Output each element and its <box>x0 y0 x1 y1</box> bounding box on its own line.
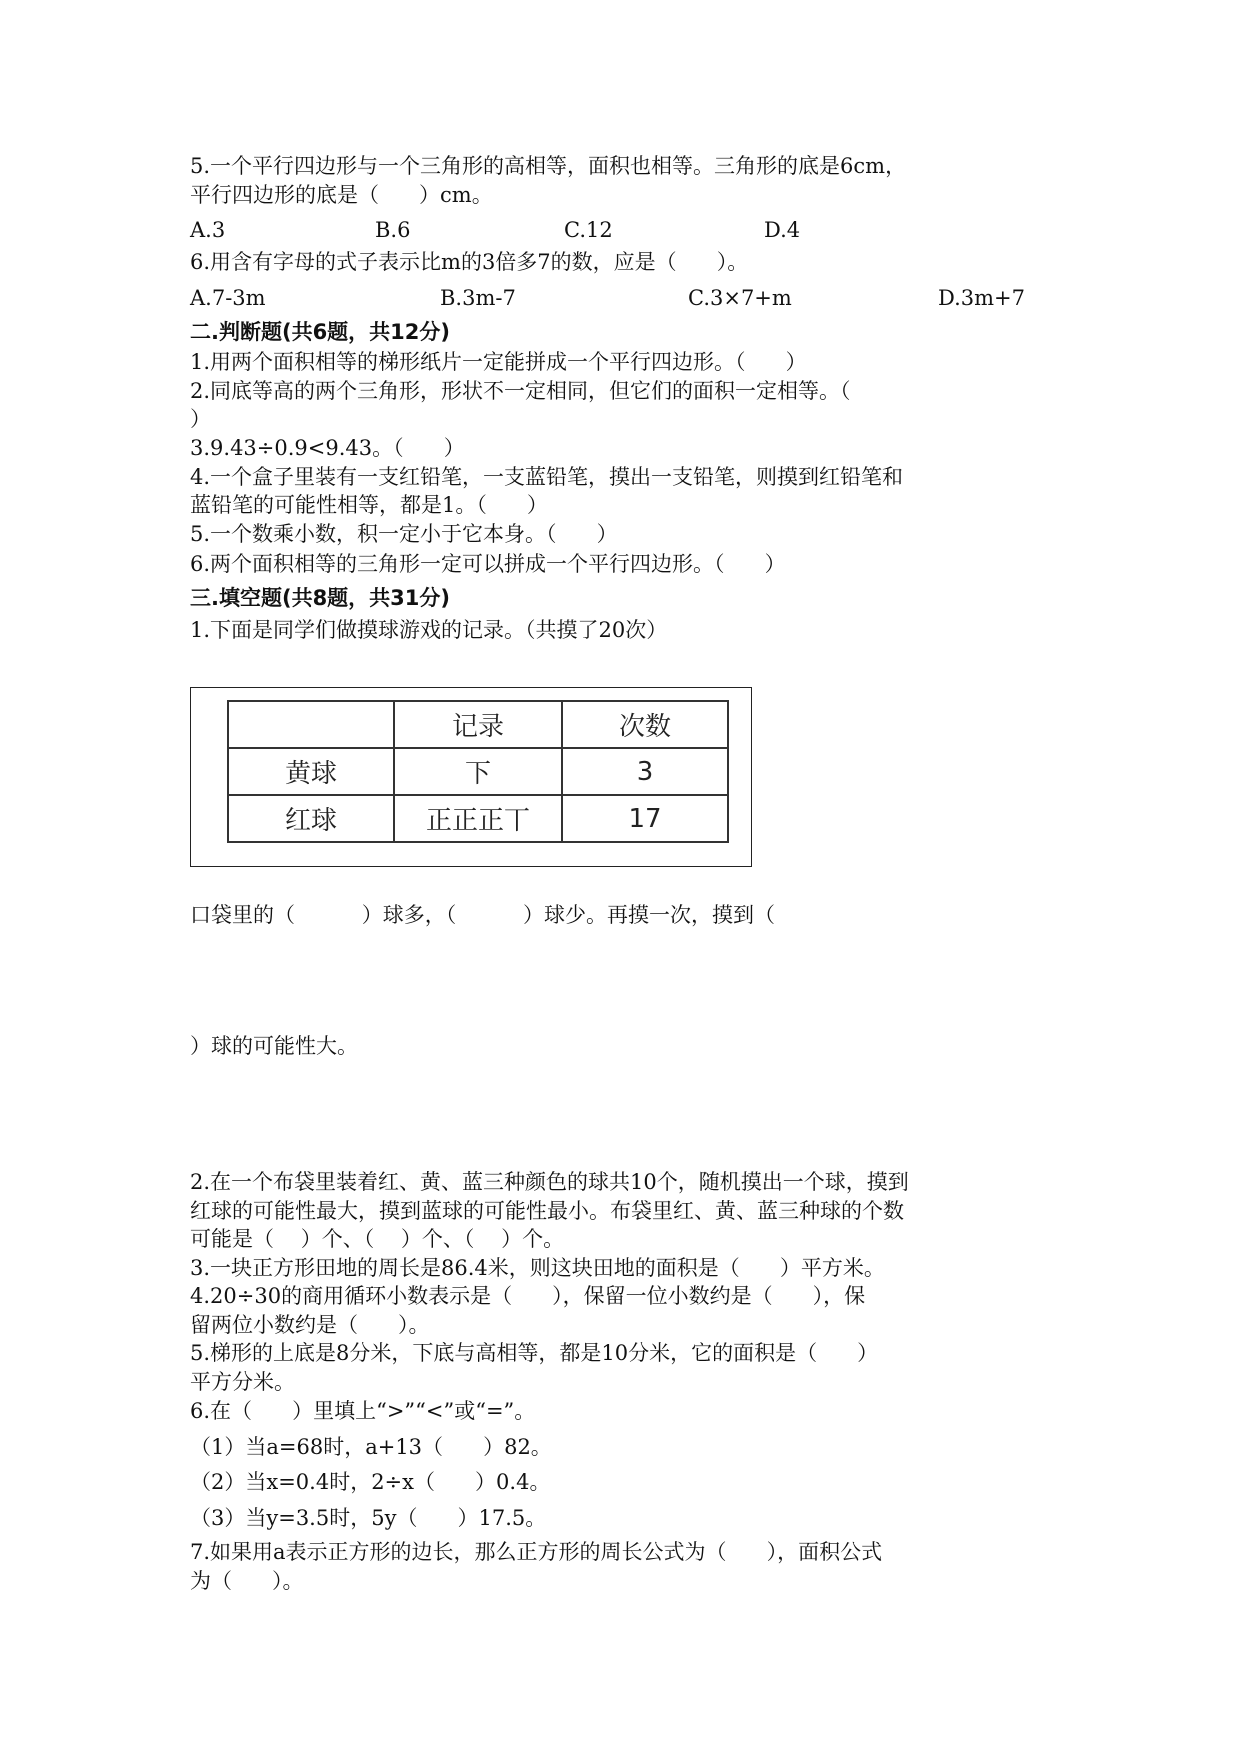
section-heading: 三.填空题(共8题，共31分) <box>190 586 451 610</box>
table-cell: 下 <box>394 748 562 795</box>
table-cell: 3 <box>562 748 728 795</box>
question-5-line-1: 5.一个平行四边形与一个三角形的高相等，面积也相等。三角形的底是6cm， <box>190 154 907 178</box>
fill-question-7-line-1: 7.如果用a表示正方形的边长，那么正方形的周长公式为（ ），面积公式 <box>190 1540 883 1564</box>
table-header: 记录 <box>394 701 562 748</box>
judge-question-3: 3.9.43÷0.9<9.43。（ ） <box>190 436 465 460</box>
table-cell <box>228 701 394 748</box>
fill-question-4-line-1: 4.20÷30的商用循环小数表示是（ ），保留一位小数约是（ ），保 <box>190 1284 866 1308</box>
fill-question-4-line-2: 留两位小数约是（ ）。 <box>190 1313 430 1337</box>
fill-question-5-line-1: 5.梯形的上底是8分米，下底与高相等，都是10分米，它的面积是（ ） <box>190 1341 879 1365</box>
fill-question-6: 6.在（ ）里填上“>”“<”或“=”。 <box>190 1399 536 1423</box>
judge-question-5: 5.一个数乘小数，积一定小于它本身。（ ） <box>190 522 618 546</box>
fill-question-1-blanks-line-1: 口袋里的（ ）球多，（ ）球少。再摸一次，摸到（ <box>190 903 776 927</box>
judge-question-4-line-2: 蓝铅笔的可能性相等，都是1。（ ） <box>190 493 548 517</box>
judge-question-2-line-1: 2.同底等高的两个三角形，形状不一定相同，但它们的面积一定相等。（ <box>190 379 851 403</box>
table-row <box>228 795 728 842</box>
fill-question-7-line-2: 为（ ）。 <box>190 1569 304 1593</box>
fill-question-1: 1.下面是同学们做摸球游戏的记录。（共摸了20次） <box>190 618 668 642</box>
table-header: 次数 <box>562 701 728 748</box>
option-a: A.7-3m <box>190 286 266 310</box>
table-row <box>228 701 728 748</box>
question-5-line-2: 平行四边形的底是（ ）cm。 <box>190 183 493 207</box>
option-b: B.3m-7 <box>440 286 516 310</box>
table-cell: 正正正丅 <box>394 795 562 842</box>
fill-question-2-line-1: 2.在一个布袋里装着红、黄、蓝三种颜色的球共10个，随机摸出一个球，摸到 <box>190 1170 909 1194</box>
fill-question-2-line-2: 红球的可能性最大，摸到蓝球的可能性最小。布袋里红、黄、蓝三种球的个数 <box>190 1199 904 1223</box>
record-table <box>227 700 729 843</box>
option-d: D.4 <box>764 218 801 242</box>
table-cell: 黄球 <box>228 748 394 795</box>
fill-question-5-line-2: 平方分米。 <box>190 1370 295 1394</box>
option-c: C.12 <box>564 218 613 242</box>
fill-question-3: 3.一块正方形田地的周长是86.4米，则这块田地的面积是（ ）平方米。 <box>190 1256 885 1280</box>
section-heading: 二.判断题(共6题，共12分) <box>190 320 451 344</box>
fill-question-2-line-3: 可能是（ ）个、（ ）个、（ ）个。 <box>190 1227 565 1251</box>
option-d: D.3m+7 <box>938 286 1025 310</box>
fill-question-6-part-1: （1）当a=68时，a+13（ ）82。 <box>190 1435 552 1459</box>
question-6: 6.用含有字母的式子表示比m的3倍多7的数，应是（ ）。 <box>190 250 749 274</box>
table-cell: 17 <box>562 795 728 842</box>
option-c: C.3×7+m <box>688 286 792 310</box>
fill-question-1-blanks-line-2: ）球的可能性大。 <box>190 1034 358 1058</box>
table-row <box>228 748 728 795</box>
option-a: A.3 <box>190 218 226 242</box>
judge-question-4-line-1: 4.一个盒子里装有一支红铅笔，一支蓝铅笔，摸出一支铅笔，则摸到红铅笔和 <box>190 465 904 489</box>
fill-question-6-part-3: （3）当y=3.5时，5y（ ）17.5。 <box>190 1506 547 1530</box>
judge-question-2-line-2: ） <box>190 407 211 431</box>
judge-question-6: 6.两个面积相等的三角形一定可以拼成一个平行四边形。（ ） <box>190 552 786 576</box>
table-cell: 红球 <box>228 795 394 842</box>
option-b: B.6 <box>375 218 411 242</box>
fill-question-6-part-2: （2）当x=0.4时，2÷x（ ）0.4。 <box>190 1470 551 1494</box>
judge-question-1: 1.用两个面积相等的梯形纸片一定能拼成一个平行四边形。（ ） <box>190 350 807 374</box>
